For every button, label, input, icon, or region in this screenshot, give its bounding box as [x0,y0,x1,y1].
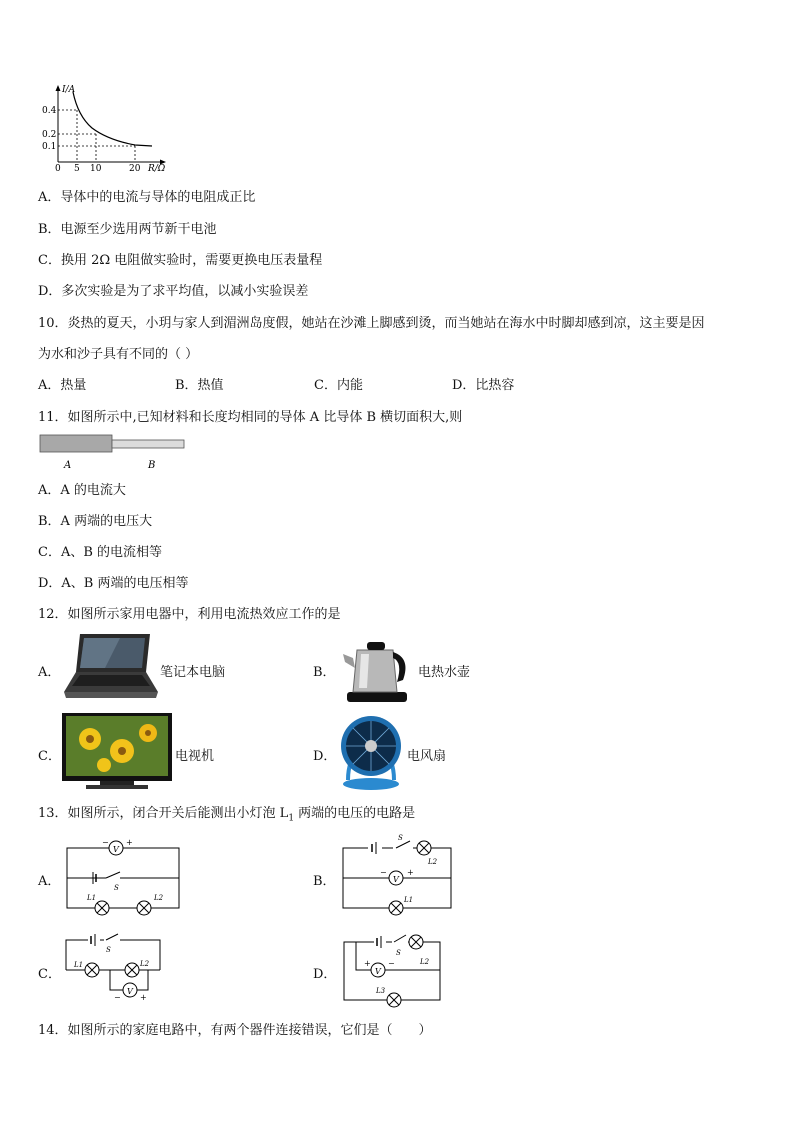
q9-option-d[interactable]: D．多次实验是为了求平均值，以减小实验误差 [38,284,309,299]
voltmeter-plus: + [364,959,371,968]
q13-stem-post: 两端的电压的电路是 [294,806,416,821]
voltmeter-plus: + [126,838,133,847]
circuit-b [338,832,456,920]
lamp-l1-label: L1 [74,961,84,969]
q12-option-d-name: 电风扇 [407,749,447,764]
voltmeter-minus: − [388,959,395,968]
q10-stem-line2: 为水和沙子具有不同的（ ） [38,347,199,362]
switch-s-label: S [398,834,403,842]
electric-fan-image [336,710,406,792]
lamp-l2-label: L2 [420,958,430,966]
q12-option-b-name: 电热水壶 [418,665,471,680]
q9-option-b[interactable]: B．电源至少选用两节新干电池 [38,222,217,237]
circuit-a [62,832,182,918]
graph-x-tick: 0 [55,164,61,174]
lamp-l1-label: L1 [87,894,97,902]
conductor-b [112,440,184,448]
laptop-image [60,630,160,702]
q9-option-a[interactable]: A．导体中的电流与导体的电阻成正比 [38,190,256,205]
q10-option-a[interactable]: A．热量 [38,378,87,393]
lamp-l2-label: L2 [140,960,150,968]
conductor-a-label: A [64,460,72,471]
q13-option-d-letter[interactable]: D． [313,967,337,982]
graph-y-tick: 0.2 [42,130,57,140]
q11-option-a[interactable]: A．A 的电流大 [38,483,126,498]
q12-option-c-name: 电视机 [175,749,215,764]
q10-option-b[interactable]: B．热值 [175,378,224,393]
conductor-diagram [38,433,188,473]
q14-stem: 14．如图所示的家庭电路中，有两个器件连接错误，它们是（ ） [38,1023,432,1038]
q13-stem-sub: 1 [288,813,295,824]
q10-option-c[interactable]: C．内能 [314,378,363,393]
voltmeter-minus: − [102,838,109,847]
graph-x-tick: 5 [74,164,80,174]
voltmeter-minus: − [114,993,121,1002]
voltmeter-v: V [375,967,381,976]
lamp-l2-label: L2 [154,894,164,902]
q11-option-d[interactable]: D．A、B 两端的电压相等 [38,576,189,591]
q12-option-d-letter[interactable]: D． [313,749,337,764]
circuit-d [338,930,446,1008]
q13-stem-pre: 13．如图所示，闭合开关后能测出小灯泡 L [38,806,289,821]
q11-option-c[interactable]: C．A、B 的电流相等 [38,545,163,560]
switch-s-label: S [114,884,119,892]
q12-stem: 12．如图所示家用电器中，利用电流热效应工作的是 [38,607,341,622]
voltmeter-v: V [393,875,399,884]
electric-kettle-image [337,628,417,708]
lamp-l3-label: L3 [376,987,386,995]
graph-x-tick: 10 [90,164,102,174]
q13-option-c-letter[interactable]: C． [38,967,61,982]
current-resistance-graph [40,82,180,174]
q13-option-b-letter[interactable]: B． [313,874,336,889]
switch-s-label: S [106,946,111,954]
q12-option-c-letter[interactable]: C． [38,749,61,764]
q12-option-a-letter[interactable]: A． [38,665,61,680]
lamp-l2-label: L2 [428,858,438,866]
circuit-c [60,930,168,1006]
voltmeter-v: V [113,845,119,854]
q13-option-a-letter[interactable]: A． [38,874,61,889]
graph-x-label: R/Ω [148,164,166,174]
voltmeter-plus: + [140,993,147,1002]
voltmeter-plus: + [407,868,414,877]
q12-option-b-letter[interactable]: B． [313,665,336,680]
lamp-l1-label: L1 [404,896,414,904]
switch-s-label: S [396,949,401,957]
q12-option-a-name: 笔记本电脑 [160,665,226,680]
conductor-a [40,435,112,452]
television-image [60,711,174,791]
conductor-b-label: B [148,460,156,471]
voltmeter-minus: − [380,868,387,877]
q10-stem-line1: 10．炎热的夏天，小玥与家人到湄洲岛度假，她站在沙滩上脚感到烫，而当她站在海水中时脚却感到凉，这主要是因 [38,316,705,331]
q11-option-b[interactable]: B．A 两端的电压大 [38,514,153,529]
graph-y-tick: 0.1 [42,142,57,152]
voltmeter-v: V [127,987,133,996]
q11-stem: 11．如图所示中,已知材料和长度均相同的导体 A 比导体 B 横切面积大,则 [38,410,463,425]
q13-stem [38,802,415,824]
graph-x-tick: 20 [129,164,141,174]
q9-option-c[interactable]: C．换用 2Ω 电阻做实验时，需要更换电压表量程 [38,253,323,268]
q10-option-d[interactable]: D．比热容 [452,378,515,393]
graph-y-label: I/A [62,85,76,95]
graph-y-tick: 0.4 [42,106,57,116]
